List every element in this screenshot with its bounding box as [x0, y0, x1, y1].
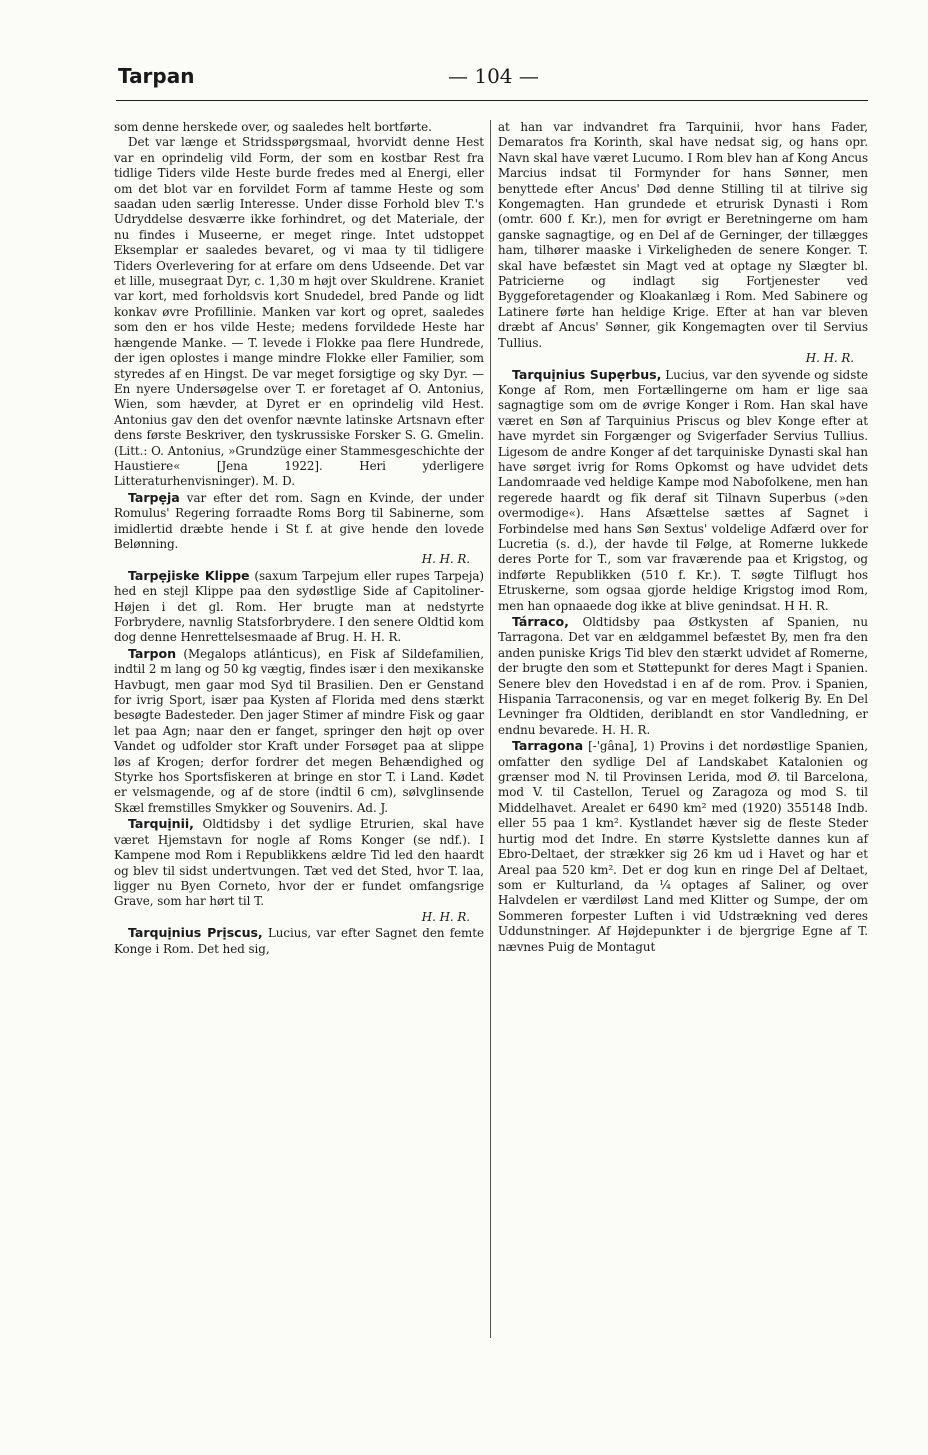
- entry-text: [-'gâna], 1) Provins i det nordøstlige Spanien, omfatter den sydlige Del af Landskabet Katalonien og grænser mod N. til Provinsen Lerida, mod Ø. til Barcelona, mod V. til Castellon, Teruel og Zaragoza og mod S. til Middelhavet. Arealet er 6490 km² med (1920) 355148 Indb. eller 55 paa 1 km². Kystlandet hæver sig de fleste Steder hurtig mod det Indre. En større Kystslette dannes kun af Ebro-Deltaet, der strækker sig 26 km ud i Havet og har et Areal paa 520 km². Det er dog kun en ringe Del af Deltaet, som er Kulturland, da ¼ optages af Saliner, og over Halvdelen er værdiløst Land med Klitter og Sumpe, der om Sommeren forpester Luften i vid Udstrækning ved deres Uddunstninger. Af Højdepunkter i de bjergrige Egne af T. nævnes Puig de Montagut: [498, 739, 868, 954]
- dictionary-entry: [498, 738, 868, 955]
- entry-headword: Tarquịnii,: [128, 816, 194, 832]
- dictionary-entry: [114, 568, 484, 646]
- running-headword: Tarpan: [118, 64, 195, 88]
- entry-text: (Megalops atlánticus), en Fisk af Sildefamilien, indtil 2 m lang og 50 kg vægtig, findes især i den mexikanske Havbugt, men gaar mod Syd til Brasilien. Den er Genstand for ivrig Sport, især paa Kysten af Florida med dens stærkt besøgte Badesteder. Den jager Stimer af mindre Fisk og gaar let paa Agn; naar den er fanget, springer den højt op over Vandet og udfolder stor Kraft under Forsøget paa at slippe løs af Krogen; derfor fordrer det megen Behændighed og Styrke hos Sportsfiskeren at bringe en stor T. i Land. Kødet er velsmagende, og af de store (indtil 6 cm), sølvglinsende Skæl fremstilles Smykker og Souvenirs. Ad. J.: [114, 646, 484, 815]
- entry-headword: Tárraco,: [512, 614, 569, 629]
- entry-signature: H. H. R.: [421, 909, 470, 924]
- entry-text: Oldtidsby paa Østkysten af Spanien, nu Tarragona. Det var en ældgammel befæstet By, men fra den anden puniske Krigs Tid blev den stærkt udvidet af Romerne, der brugte den som et Støttepunkt for deres Magt i Spanien. Senere blev den Hovedstad i en af de rom. Prov. i Spanien, Hispania Tarraconensis, og var en meget folkerig By. En Del Levninger fra Oldtiden, deriblandt en stor Vandledning, er endnu bevarede. H. H. R.: [498, 615, 868, 737]
- entry-headword: Tarpẹjiske Klippe: [128, 567, 250, 583]
- dictionary-entry: [114, 816, 484, 909]
- dictionary-entry: [114, 490, 484, 553]
- entry-text: Lucius, var den syvende og sidste Konge af Rom, men Fortællingerne om ham er lige saa sagnagtige som om de øvrige Konger i Rom. Han skal have været en Søn af Tarquinius Priscus og blev Konge efter at have myrdet sin Forgænger og Svigerfader Servius Tullius. Ligesom de andre Konger af det tarquiniske Dynasti skal han have sørget ivrig for Roms Opkomst og have udvidet dets Landomraade ved heldige Kampe mod Nabofolkene, men han regerede haardt og fik deraf sit Tilnavn Superbus (»den overmodige«). Hans Afsættelse sættes af Sagnet i Forbindelse med hans Søn Sextus' voldelige Adfærd over for Lucretia (s. d.), der havde til Følge, at Romerne lukkede deres Porte for T., som var fraværende paa et Krigstog, og indførte Republikken (510 f. Kr.). T. søgte Tilflugt hos Etruskerne, som ogsaa gjorde heldige Krigstog imod Rom, men han opnaaede dog ikke at blive genindsat. H H. R.: [498, 367, 868, 613]
- entry-text: var efter det rom. Sagn en Kvinde, der under Romulus' Regering forraadte Roms Borg til Sabinerne, som imidlertid dræbte hende i St f. at give hende den lovede Belønning.: [114, 490, 484, 551]
- paragraph: Det var længe et Stridsspørgsmaal, hvorvidt denne Hest var en oprindelig vild Form, der som en kostbar Rest fra tidlige Tiders vilde Heste burde fredes med al Energi, eller om det blot var en forvildet Form af tamme Heste og som saadan uden særlig Interesse. Under disse Forhold blev T.'s Udryddelse desværre ikke forhindret, og det Materiale, der nu findes i Museerne, er meget ringe. Intet udstoppet Eksemplar er saaledes bevaret, og vi maa ty til tidligere Tiders Overlevering for at erfare om dens Udseende. Det var et lille, musegraat Dyr, c. 1,30 m højt over Skuldrene. Kraniet var kort, med forholdsvis kort Snudedel, bred Pande og lidt konkav øvre Profillinie. Manken var kort og opret, saaledes som den er hos vilde Heste; medens forvildede Heste har hængende Manke. — T. levede i Flokke paa flere Hundrede, der igen oplostes i mange mindre Flokke eller Familier, som styredes af en Hingst. De var meget forsigtige og sky Dyr. — En nyere Undersøgelse over T. er foretaget af O. Antonius, Wien, som hævder, at Dyret er en oprindelig vild Hest. Antonius gav den det ovenfor nævnte latinske Artsnavn efter dens første Beskriver, den tyskrussiske Forsker S. G. Gmelin. (Litt.: O. Antonius, »Grundzüge einer Stammesgeschichte der Haustiere« [Jena 1922]. Heri yderligere Litteraturhenvisninger). M. D.: [114, 135, 484, 489]
- entry-headword: Tarquịnius Supẹrbus,: [512, 366, 662, 382]
- left-column: [114, 120, 484, 957]
- dictionary-entry: [498, 367, 868, 615]
- dictionary-entry: [114, 646, 484, 816]
- entry-text: Oldtidsby i det sydlige Etrurien, skal have været Hjemstavn for nogle af Roms Konger (se ndf.). I Kampene mod Rom i Republikkens ældre Tid led den haardt og blev til sidst undertvungen. Tæt ved det Sted, hvor T. laa, ligger nu Byen Corneto, hvor der er fundet omfangsrige Grave, som har hørt til T.: [114, 817, 484, 909]
- entry-signature: H. H. R.: [421, 552, 470, 567]
- dictionary-entry: [114, 925, 484, 957]
- entry-text: (saxum Tarpejum eller rupes Tarpeja) hed en stejl Klippe paa den sydøstlige Side af Capitoliner-Højen i det gl. Rom. Her brugte man at nedstyrte Forbrydere, navnlig Statsforbrydere. I den senere Oldtid kom dog denne Henrettelsesmaade af Brug. H. H. R.: [114, 568, 484, 645]
- page-header: [118, 62, 866, 94]
- continued-paragraph: som denne herskede over, og saaledes helt bortførte.: [114, 120, 432, 134]
- right-column: [498, 120, 868, 955]
- entry-signature: H. H. R.: [805, 351, 854, 366]
- entry-headword: Tarquịnius Prịscus,: [128, 925, 263, 941]
- entry-text: Lucius, var efter Sagnet den femte Konge i Rom. Det hed sig,: [114, 926, 484, 956]
- entry-headword: Tarpon: [128, 645, 177, 661]
- page-number: — 104 —: [448, 64, 539, 88]
- entry-headword: Tarragona: [512, 738, 584, 754]
- column-divider: [490, 120, 491, 1338]
- entry-headword: Tarpẹja: [128, 489, 180, 505]
- header-rule: [116, 100, 868, 101]
- dictionary-entry: [498, 614, 868, 738]
- continued-paragraph: at han var indvandret fra Tarquinii, hvor hans Fader, Demaratos fra Korinth, skal have nedsat sig, og hans opr. Navn skal have været Lucumo. I Rom blev han af Kong Ancus Marcius indsat til Formynder for hans Sønner, men benyttede efter Ancus' Død denne Stilling til at tilrive sig Kongemagten. Han grundede et etrurisk Dynasti i Rom (omtr. 600 f. Kr.), men for øvrigt er Beretningerne om ham ganske sagnagtige, og en Del af de Gerninger, der tillægges ham, tilhører maaske i Virkeligheden de senere Konger. T. skal have befæstet sin Magt ved at optage ny Slægter bl. Patricierne og indlagt sig Fortjenester ved Byggeforetagender og Kloakanlæg i Rom. Med Sabinere og Latinere førte han heldige Krige. Efter at han var bleven dræbt af Ancus' Sønner, gik Kongemagten over til Servius Tullius.: [498, 120, 868, 350]
